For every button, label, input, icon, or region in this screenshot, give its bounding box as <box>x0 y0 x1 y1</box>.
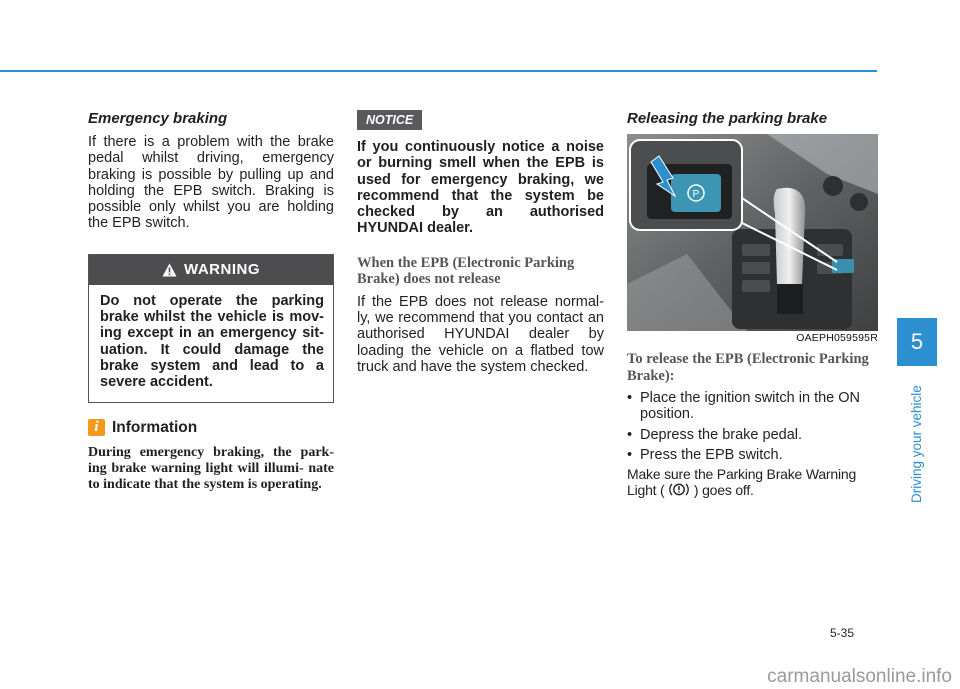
parking-brake-warning-light-icon <box>668 482 690 497</box>
warning-text: Do not operate the parking brake whilst the vehicle is mov- ing except in an emergency sit- uation. It could damage the brake system and lead to a severe accident. <box>100 292 324 391</box>
information-title: Information <box>112 418 198 436</box>
release-final-note <box>627 466 878 499</box>
footer-watermark <box>0 664 960 689</box>
column-1 <box>88 110 334 493</box>
console-illustration <box>627 134 878 331</box>
emergency-braking-heading: Emergency braking <box>88 110 228 127</box>
notice-text: If you continuously notice a noise or burning smell when the EPB is used for emergency braking, we recommend that the system be checked by an authorised HYUNDAI dealer. <box>357 139 604 237</box>
chapter-side-label <box>906 370 928 505</box>
watermark-text: carmanualsonline.info <box>767 666 952 687</box>
release-epb-subheading: To release the EPB (Electronic Parking Brake): <box>627 351 869 384</box>
releasing-heading: Releasing the parking brake <box>627 110 828 127</box>
release-steps <box>627 390 878 463</box>
epb-not-release-body: If the EPB does not release normal- ly, we recommend that you contact an authorised HYUNDAI dealer by loading the vehicle on a flatbed tow truck and have the system checked. <box>357 293 604 375</box>
epb-not-release-heading: When the EPB (Electronic Parking Brake) does not release <box>357 254 575 288</box>
column-3 <box>627 110 878 499</box>
warning-triangle-icon <box>162 263 177 277</box>
information-text: During emergency braking, the park- ing brake warning light will illumi- nate to indicate that the system is operating. <box>88 444 334 492</box>
column-2 <box>357 110 604 375</box>
photo-code: OAEPH059595R <box>796 332 878 344</box>
release-final-prefix: Make sure the Parking Brake Warning Light ( <box>627 466 857 499</box>
list-item: • Press the EPB switch. <box>627 447 878 463</box>
list-item: • Depress the brake pedal. <box>627 427 878 443</box>
svg-text:P: P <box>692 189 700 200</box>
top-rule <box>0 70 877 72</box>
info-icon: i <box>88 419 105 436</box>
chapter-tab: 5 <box>897 318 937 366</box>
warning-title: WARNING <box>184 261 260 279</box>
emergency-braking-body: If there is a problem with the brake pedal whilst driving, emergency braking is possible by pulling up and holding the EPB switch. Braking is possible only whilst you are holding the EPB switch. <box>88 134 334 232</box>
warning-header <box>89 255 333 285</box>
epb-switch-photo <box>627 134 878 331</box>
information-header <box>88 419 334 437</box>
list-item: • Place the ignition switch in the ON position. <box>627 390 878 423</box>
page-number: 5-35 <box>830 626 855 640</box>
notice-badge: NOTICE <box>357 110 422 130</box>
chapter-title: Driving your vehicle <box>909 385 924 503</box>
release-final-suffix: ) goes off. <box>693 482 754 499</box>
warning-box <box>88 254 334 403</box>
